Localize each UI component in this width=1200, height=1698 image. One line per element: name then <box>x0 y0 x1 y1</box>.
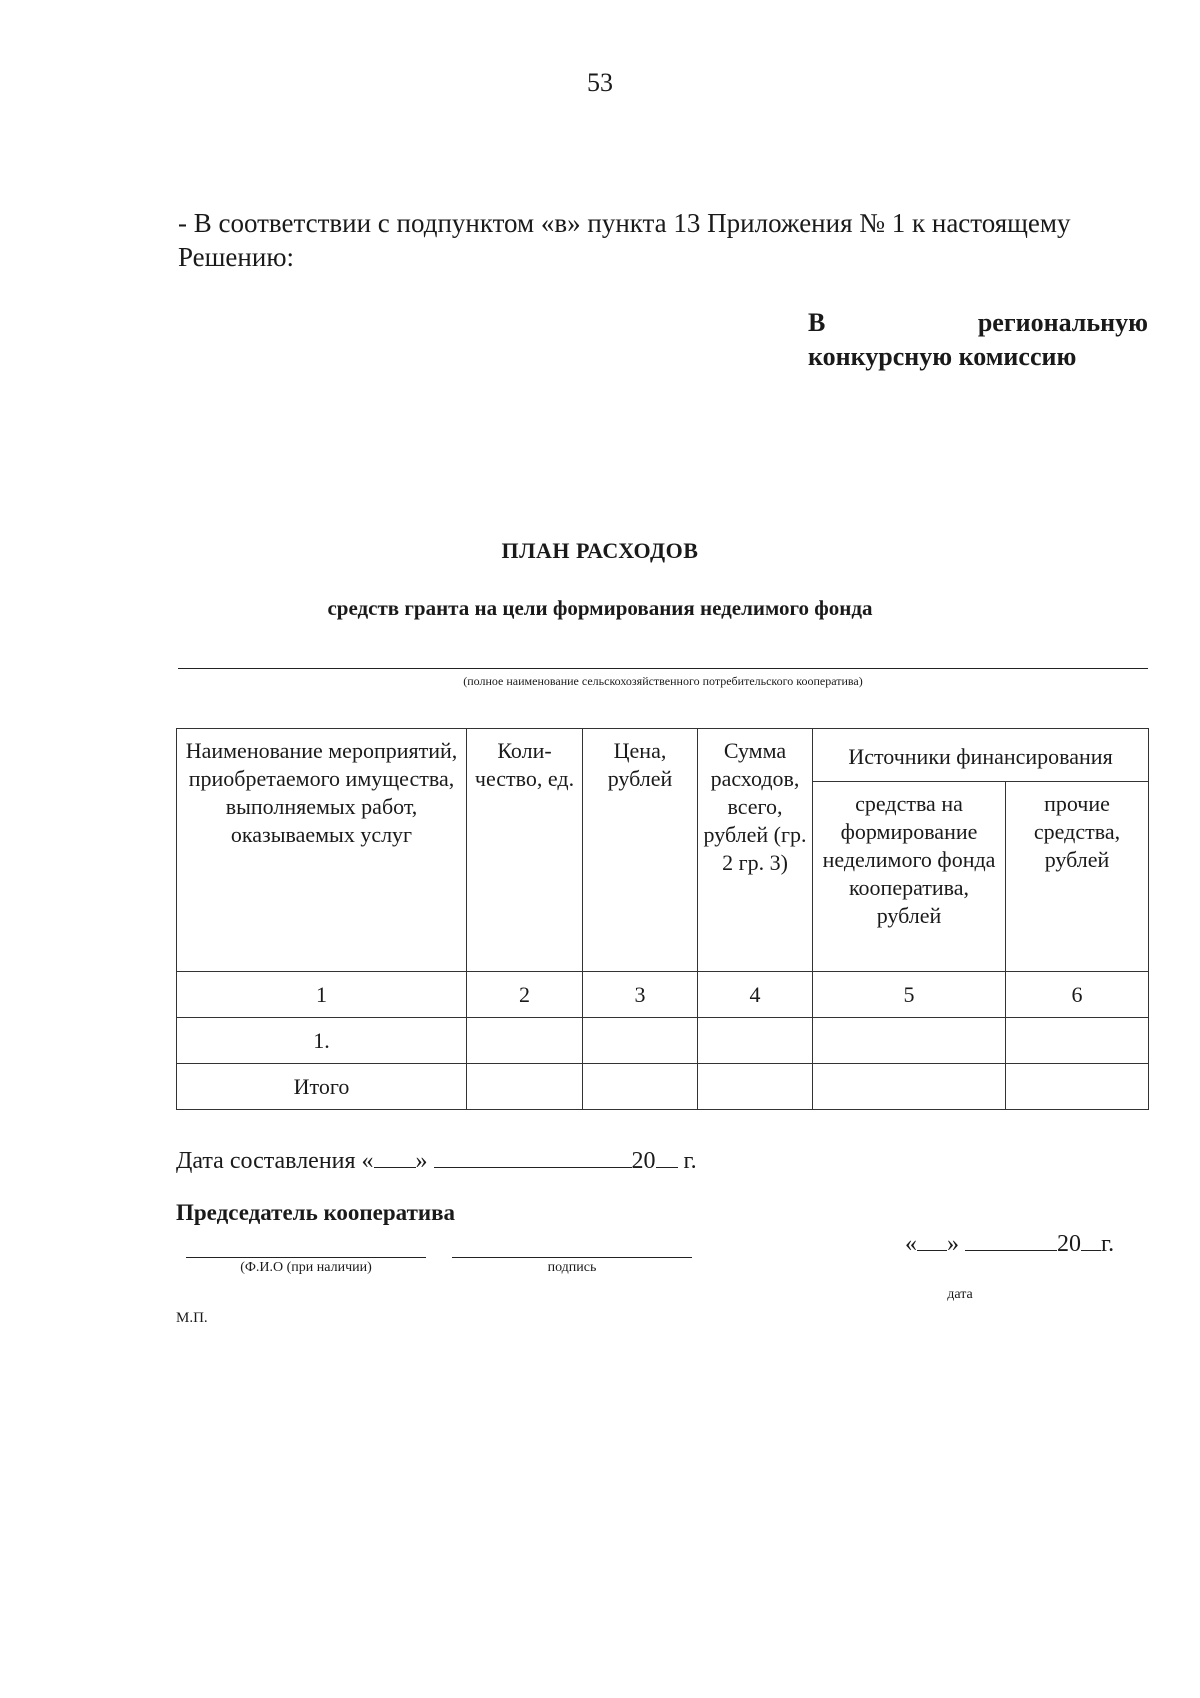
table-cell <box>813 1064 1006 1110</box>
header-col-2: Коли-чество, ед. <box>467 729 583 972</box>
year-blank <box>1081 1228 1101 1251</box>
organization-name-line <box>178 668 1148 669</box>
row-label: Итого <box>177 1064 467 1110</box>
month-blank <box>434 1145 632 1168</box>
column-number: 3 <box>583 972 698 1018</box>
table-cell <box>813 1018 1006 1064</box>
year-suffix: г. <box>683 1148 697 1174</box>
table-cell <box>698 1064 813 1110</box>
column-number: 6 <box>1006 972 1149 1018</box>
fio-line <box>186 1257 426 1258</box>
date-close-quote: » <box>415 1148 428 1174</box>
day-blank <box>374 1145 416 1168</box>
table-cell <box>1006 1064 1149 1110</box>
header-col-4: Сумма расходов, всего, рублей (гр. 2 гр. 3) <box>698 729 813 972</box>
chairman-date <box>905 1228 1114 1258</box>
table-cell <box>583 1018 698 1064</box>
table-cell <box>467 1064 583 1110</box>
table-total-row <box>177 1064 1149 1110</box>
addressee-word-2: региональную <box>977 308 1148 337</box>
year-suffix: г. <box>1101 1231 1115 1257</box>
stamp-place: М.П. <box>176 1310 208 1326</box>
signature-hint: подпись <box>547 1260 597 1275</box>
document-subtitle: средств гранта на цели формирования неделимого фонда <box>327 596 873 620</box>
expense-plan-table <box>176 728 1149 1110</box>
date-label: Дата составления « <box>176 1148 374 1174</box>
header-col-6: прочие средства, рублей <box>1006 782 1149 972</box>
page-number: 53 <box>587 68 613 97</box>
compilation-date <box>176 1145 697 1175</box>
year-prefix: 20 <box>1057 1231 1081 1257</box>
fio-hint: (Ф.И.О (при наличии) <box>240 1260 372 1275</box>
header-sources: Источники финансирования <box>813 729 1149 782</box>
column-number: 1 <box>177 972 467 1018</box>
table-cell <box>698 1018 813 1064</box>
column-number: 2 <box>467 972 583 1018</box>
date-hint: дата <box>947 1287 973 1302</box>
signature-line <box>452 1257 692 1258</box>
organization-name-hint: (полное наименование сельскохозяйственного потребительского кооператива) <box>463 674 863 688</box>
column-number: 4 <box>698 972 813 1018</box>
table-row <box>177 1018 1149 1064</box>
row-label: 1. <box>177 1018 467 1064</box>
table-cell <box>583 1064 698 1110</box>
chairman-title: Председатель кооператива <box>176 1200 456 1225</box>
year-prefix: 20 <box>631 1148 656 1174</box>
year-blank <box>656 1145 678 1168</box>
addressee-line-2: конкурсную комиссию <box>808 342 1077 371</box>
addressee-word-1: В <box>808 308 826 337</box>
column-number-row <box>177 972 1149 1018</box>
month-blank <box>965 1228 1057 1251</box>
addressee <box>808 306 1148 374</box>
document-title: ПЛАН РАСХОДОВ <box>501 538 699 563</box>
table-cell <box>1006 1018 1149 1064</box>
header-col-5: средства на формирование неделимого фонда кооператива, рублей <box>813 782 1006 972</box>
header-col-3: Цена, рублей <box>583 729 698 972</box>
intro-text: - В соответствии с подпунктом «в» пункта 13 Приложения № 1 к настоящему Решению: <box>178 208 1071 272</box>
header-col-1: Наименование мероприятий, приобретаемого имущества, выполняемых работ, оказываемых услуг <box>177 729 467 972</box>
date-close-quote: » <box>947 1231 959 1257</box>
date-open-quote: « <box>905 1231 917 1257</box>
table-cell <box>467 1018 583 1064</box>
day-blank <box>917 1228 947 1251</box>
table-header-row <box>177 729 1149 782</box>
column-number: 5 <box>813 972 1006 1018</box>
addressee-line-1 <box>808 306 1148 340</box>
